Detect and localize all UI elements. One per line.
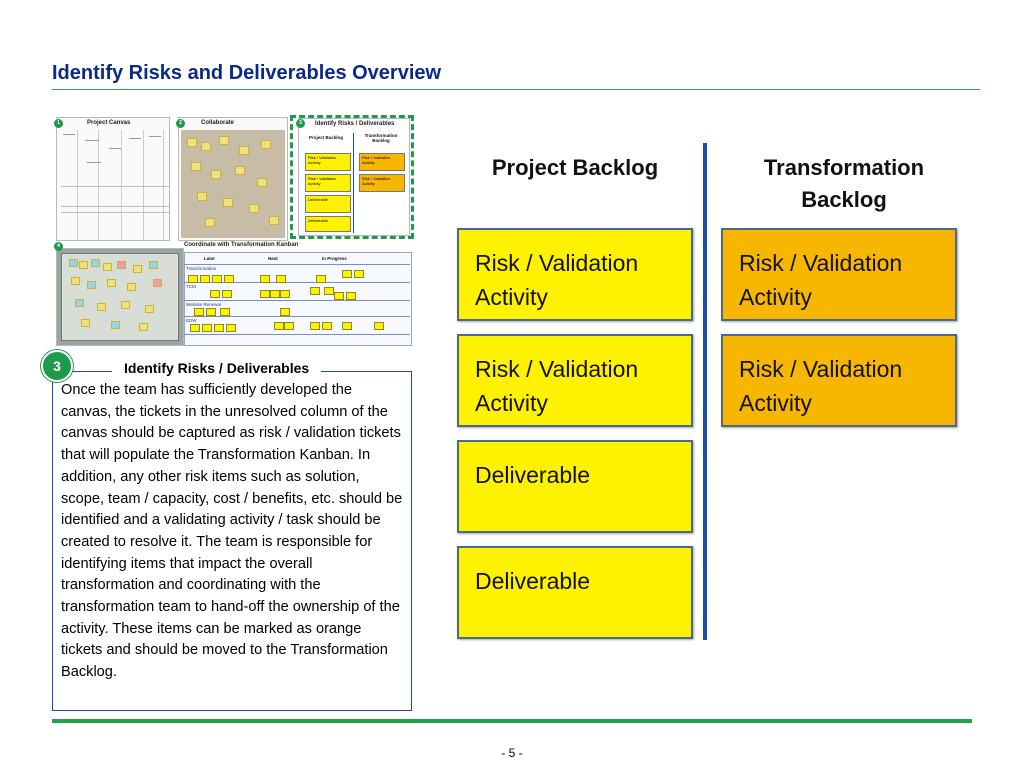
step-4-badge: 4 <box>54 242 63 251</box>
project-backlog-ticket: Risk / Validation Activity <box>457 228 693 321</box>
callout-body: Once the team has sufficiently developed the canvas, the tickets in the unresolved column of the canvas should be captured as risk / validation tickets that will populate the Transformation Kanban. In addition, any other risk items such as solution, scope, team / capacity, cost / benefits, etc. should be identified and a validating activity / task should be created to resolve it. The team is responsible for identifying items that impact the overall transformation and coordinating with the transformation team to hand-off the ownership of the activity. These items can be marked as orange tickets and should be moved to the Transformation Backlog. <box>61 382 403 681</box>
transformation-backlog-heading <box>722 152 966 216</box>
transformation-heading-line2: Backlog <box>801 187 887 212</box>
kanban-col-in-progress: In Progress <box>322 256 347 261</box>
identify-thumbnail <box>298 118 410 236</box>
identify-thumbnail-title: Identify Risks / Deliverables <box>315 121 395 127</box>
kanban-title: Coordinate with Transformation Kanban <box>184 242 299 248</box>
kanban-row-tcm: TCM <box>186 284 196 289</box>
footer-divider <box>52 719 972 723</box>
kanban-row-edw: EDW <box>186 318 197 323</box>
backlog-divider <box>703 143 707 640</box>
callout-step-badge: 3 <box>41 350 73 382</box>
project-backlog-ticket: Deliverable <box>457 546 693 639</box>
mini-ticket: Risk / Validation Activity <box>305 174 351 192</box>
transformation-backlog-ticket: Risk / Validation Activity <box>721 334 957 427</box>
collaborate-title: Collaborate <box>201 120 235 126</box>
transformation-heading-line1: Transformation <box>763 155 925 180</box>
kanban-col-next: Next <box>268 256 278 261</box>
page-title: Identify Risks and Deliverables Overview <box>52 62 442 84</box>
callout-heading: Identify Risks / Deliverables <box>112 360 321 376</box>
mini-ticket: Risk / Validation Activity <box>305 153 351 171</box>
mini-ticket-orange: Risk / Validation Activity <box>359 153 405 171</box>
project-canvas-thumbnail <box>56 117 170 241</box>
title-divider <box>52 89 980 90</box>
mini-ticket: Deliverable <box>305 195 351 213</box>
project-backlog-ticket: Deliverable <box>457 440 693 533</box>
project-canvas-title: Project Canvas <box>87 120 131 126</box>
collaborate-thumbnail <box>178 117 288 241</box>
transformation-backlog-ticket: Risk / Validation Activity <box>721 228 957 321</box>
page-number: - 5 - <box>501 746 523 760</box>
step-1-badge: 1 <box>54 119 63 128</box>
kanban-diagram-thumbnail <box>184 242 412 346</box>
step-2-badge: 2 <box>176 119 185 128</box>
kanban-row-transformation: Transformation <box>186 266 217 271</box>
mini-ticket: Deliverable <box>305 216 351 232</box>
mini-project-backlog-heading: Project Backlog <box>308 135 343 140</box>
mini-transformation-backlog-heading: Transformation Backlog <box>364 133 398 143</box>
step-3-badge: 3 <box>296 119 305 128</box>
kanban-col-later: Later <box>204 256 216 261</box>
project-backlog-heading: Project Backlog <box>491 155 659 180</box>
mini-ticket-orange: Risk / Validation Activity <box>359 174 405 192</box>
kanban-row-website-renewal: Website Renewal <box>186 302 221 307</box>
kanban-photo-thumbnail <box>56 248 184 346</box>
project-backlog-ticket: Risk / Validation Activity <box>457 334 693 427</box>
